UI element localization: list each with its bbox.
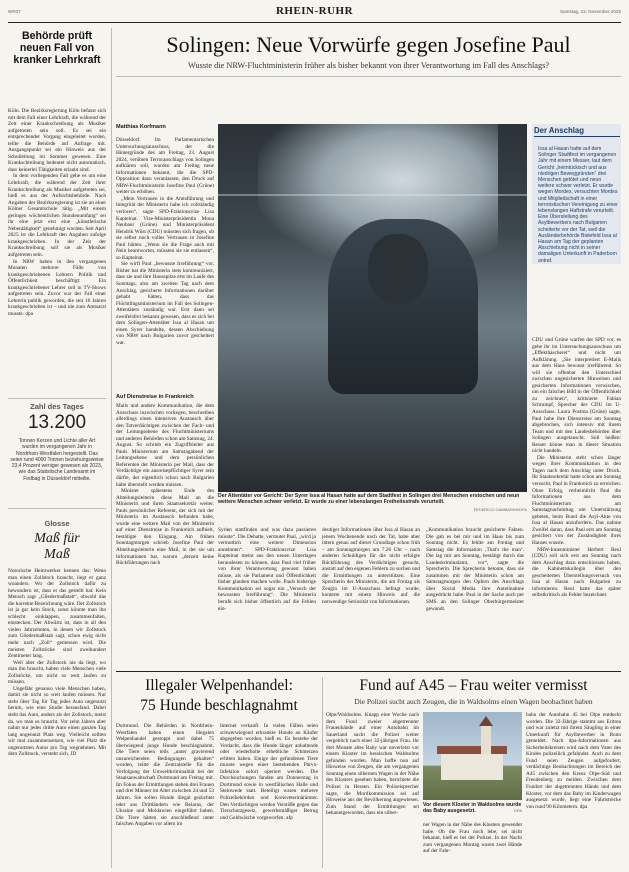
monastery-credit: DPA [514, 808, 522, 813]
main-col4: „Kommunikation braucht gesicherte Fakten. Die gab es bei mir und im Haus bis zum Sonntag nicht. Es fehlte am Freitag und Samstag die Information ‚That's the man‘. Die lag mir am Sonntag, bestätigt durch das Landeskriminalamt, vor“, sagte die Sprecherin. Die Sprecherin betonte, dass sie zusammen mit der Ministerin schon am Samstagmorgen den Opfern des Anschlags über Social Media ihre Anteilnahme ausgedrückt habe. Paul in der Sache auch per SMS an den Solinger Oberbürgermeister gewandt. [426, 527, 524, 612]
main-col1b-p1: Mails und andere Kommunikation, die dem Ausschuss inzwischen vorliegen, beschreiben allerdings einen intensiven Austausch über den Tatverdächtigen zwischen der Fach- und der Leitungsebene des Fluchtministeriums und anderen Behörden schon am Samstag, 24. August. So schrieb ein Zugriffsleiter aus Pauls Ministerium am Samstagabend der Leitungsebene und dem persönlichen Referenten der Ministerin per Mail, dass der Verdächtige ein ausreisepflichtiger Syrer sein dürfte, der eigentlich schon nach Bulgarien hätte überstellt werden müssen. [116, 403, 214, 488]
main-col1-p3: Sie wirft Paul „bewusste Irreführung“ vor. Bisher hat die Ministerin stets kommuniziert, dass sie und ihre Hausspitze erst im Laufe des Sonntags, also am zweiten Tag nach dem Anschlag, gesicherte Informationen darüber gehabt hätten, dass das Flüchtlingsministerium im Fall des Solingen-Attentäters zuständig war. Erst dann sei zweifelsfrei bekannt gewesen, dass es sich bei dem Solingen-Attentäter Issa al Hasan um einen Syrer handelte, dessen Abschiebung von NRW nach Bulgarien zuvor gescheitert war. [116, 261, 214, 346]
main-col1b [116, 403, 214, 666]
divider [534, 136, 620, 137]
author: Matthias Korfmann [116, 124, 166, 130]
section-rule [116, 671, 621, 672]
glosse-body [8, 568, 106, 866]
photo-courtroom [218, 124, 527, 492]
zahl-label: Zahl des Tages [30, 402, 84, 411]
main-col1b-p2: Minister spätestens Ende des Abteilungsleiterin diese Mail an die Ministerin und ihren Staatssekretär weiter. Pauls persönlicher Referent, der sich mit der Ministerin im Austausch befunden habe, wurde eine weitere Mail von der Ministerin auf einer Dienstreise in Frankreich aufhielt, bestätigte den Eingang. Am frühen Sonntagmorgen schrieb Josefine Paul der Abteilungsleiterin eine Mail, in der sie um Informationen bat, warum „derzeit keine Rückführungen nach [116, 488, 214, 567]
left-story-body [8, 108, 106, 390]
welpen-headline-2: 75 Hunde beschlagnahmt [140, 697, 298, 714]
column-rule [322, 677, 323, 868]
glosse-p3: Ungefähr genauso viele Menschen haben, damit sie nicht so weit laufen müssen. Nur steht über Tag für Tag jedes Auto ungenutzt herum, wie eine Studie herausfand. Dabei steht das Auto, anders als der Zollstock, meist da, wo man es braucht. Vor zehn Jahren aber nahm nur jedes dritte Auto einen ganzen Tag lang ungenutzt Platz weg. Vielleicht sollten wir mal zusammensetzen, wie viel Platz die ungenutzten Autos pro Tag wegnehmen. Mit dem Zollstock, versteht sich. JD [8, 685, 106, 758]
glosse-p1: Notorische Heimwerker kennen das: Wenn man einen Zollstock braucht, liegt er ganz woanders. Wo der Zollstock dafür zu bewundern ist, dass er das gestellt hat: Kein Mensch sagt „Gliedermaßstab“, obwohl das die korrekte Bezeichnung wäre. Der Zollstock ist ja gar kein Stock, sonst könnte man ihn schlecht einklappen, zusammenfalten, einstecken. Der Abwärtz ist, dass in all den vielen Jahrzehnten, in denen wir Zollstock zum Gliedermaßstab sagt, schon ewig nicht mehr nach „Zoll“ gemessen wird. Die meisten Zollstöcke sind zweihundert Zentimeter lang. [8, 568, 106, 660]
main-col1 [116, 137, 214, 391]
main-col5-p2: Die Ministerin steht schon länger wegen ihrer Kommunikation in den Tagen nach dem Anschlag unter Druck. Ihr Staatssekretär hatte schon am Sonntag versucht, Paul in Frankreich zu erreichen. Ohne Erfolg, verheimlicht Paul die Informationen aus dem Fluchtministerium am Samstagnachmittag um Unterstützung gebeten, beim Bund die Asyl-Akte von Issa al Hasan anzufordern. Das nahme Zweifel daran, dass Paul erst am Sonntag gesichert von der Zuständigkeit ihres Hauses wusste. [532, 454, 621, 546]
anschlag-text: Issa al Hasan hatte auf dem Solinger Stadtfest im vergangenen Jahr mit einem Messer, laut dem Gericht „heimtückisch und aus niedrigen Beweggründen“ drei Menschen getötet und neun weitere schwer verletzt. Er wurde wegen Mordes, versuchten Mordes und Mitgliedschaft in einer terroristischen Vereinigung zu einer lebenslangen Haftstrafe verurteilt. Eine Überstellung des Asylbewerbers nach Bulgarien scheiterte vor der Tat, weil die Ausländerbehörde Bielefeld Issa al Hasan am Tag der geplanten Abschiebung nicht in seiner damaligen Unterkunft in Paderborn antraf. [538, 146, 618, 264]
section-title: RHEIN-RUHR [275, 5, 354, 17]
glosse-title: Maß für Maß [34, 531, 80, 562]
a45-subhead: Die Polizei sucht auch Zeugen, die in Waldsolms einen Wagen beobachtet haben [354, 697, 593, 706]
main-subhead: Wusste die NRW-Fluchtministerin früher als bisher bekannt von ihrer Verantwortung im Fall des Anschlags? [187, 61, 550, 70]
left-story-headline: Behörde prüft neuen Fall von kranker Lehrkraft [13, 30, 101, 66]
photo-monastery [423, 712, 522, 800]
left-story-p1: Köln. Die Bezirksregierung Köln befasst sich mit dem Fall einer Lehrkraft, die während der Zeit einer Krankschreibung als Musiker aufgetreten sein soll. Es sei ein entsprechender Vorgang eingeleitet worden, teilte die Behörde auf Anfrage mit. Ausgangspunkt sei ein Hinweis aus der Schulleitung im Sommer gewesen. Eine Krankschreibung bedeutet nicht automatisch, dass keinerlei Tätigkeiten erlaubt sind. [8, 108, 106, 173]
photo-credit: FEDERICO GAMBARINI/DPA [473, 507, 527, 512]
left-story-p2: In dem vorliegenden Fall gehe es um eine Lehrkraft, die während der Zeit ihrer Krankschreibung als Musiker aufgetreten sei, hieß es aus der Aufsichtsbehörde. Nach Angaben der Bezirksregierung ist sie an einer Kölner Gesamtschule tätig. „Mit einem geringen wöchentlichen Stundenumfang“ sei ihr eine jetzt erst eine „künstlerische Nebentätigkeit“ genehmigt worden. Seit April 2025 ist die Lehrkraft den Angaben zufolge krankgeschrieben. In der Zeit der Krankschreibung soll sie als Musiker aufgetreten sein. [8, 173, 106, 259]
a45-col1: Olpe/Waldsolms. Knapp eine Woche nach dem Fund zweier abgetrennter Frauenhände auf einer Autobahn im Sauerland sucht die Polizei weiter vergeblich nach einer 32-jährigen Frau. Ihr drei Monate altes Baby war unverletzt vor einem Kloster im hessischen Waldsolms gefunden worden. Man hoffe nun auf Hinweise von Zeugen, die am vergangenen Sonntag einen silbernen Wagen in der Nähe des Klosters gesehen haben, berichtete die Polizei in Hessen. Ein Polizeisprecher sagte, die Mordkommission sei auf Hinweise aus der Bevölkerung angewiesen. Zum Stand der Ermittlungen sei bekanntgeworden, dass ein silber- [326, 712, 419, 817]
divider [116, 76, 621, 77]
a45-headline: Fund auf A45 – Frau weiter vermisst [359, 677, 588, 694]
main-col5-p1: CDU und Grüne warfen der SPD vor, es gehe ihr im Untersuchungsausschuss um „Effekthascherei“ und nicht um Aufklärung. „Sie interpretiert E-Mails aus dem Haus bewusst irreführend. So will sie offenbar den Unterschied zwischen ungesicherten Hinweisen und gesicherten Informationen verwischen, um ein falsches Bild in der Öffentlichkeit zu zeichnen“, kritisierte Fabian Schrumpf, Sprecher der CDU im U-Ausschuss. Laura Postma (Grüne) sagte, Paul habe ihre Dienstreise am Sonntag abgebrochen, sich intensiv mit ihrem Team und mit den Landesbehörden über Solingen ausgetauscht. Soll heißen: Besser könne man in dieser Situation nicht handeln. [532, 337, 621, 455]
anschlag-label: Der Anschlag [534, 126, 584, 135]
header-rule [8, 22, 621, 23]
glosse-label: Glosse [44, 519, 70, 528]
issue-date: Samstag, 22. November 2025 [559, 9, 621, 14]
zahl-text: Tonnen Kerzen und Lichte aller Art wurden im vergangenen Jahr in Nordrhein-Westfalen hergestellt. Das seien rund 4000 Tonnen beziehungsweise 23,4 Prozent weniger gewesen als 2023, wie das Statistische Landesamt im Fedbag in Düsseldorf mitteilte. [10, 438, 104, 482]
zahl-value: 13.200 [27, 412, 87, 433]
welpen-headline-1: Illegaler Welpenhandel: [145, 677, 293, 694]
glosse-p2: Weil aber der Zollstock nie da liegt, wo man ihn braucht, haben viele Menschen viele Zollstöcke, um nicht so weit laufen zu müssen. [8, 659, 106, 686]
photo-caption: Der Attentäter vor Gericht: Der Syrer Issa al Hasan hatte auf dem Stadtfest in Solingen drei Menschen erstochen und neun weitere Menschen schwer verletzt. Er wurde zu einer lebenslangen Freiheitsstrafe verurteilt. [218, 493, 520, 506]
main-col5-p3: NRW-Innenminister Herbert Reul (CDU) soll sich erst am Sonntag nach dem Anschlag dazu entschlossen haben, die Kabinettskollegin über den gescheiterten Überstellungsversuch von Issa al Hasan nach Bulgarien zu informieren. Reul hatte das später selbstkritisch als Fehler bezeichnet. [532, 546, 621, 599]
main-col1-p2: „Mein Vertrauen in die Amtsführung und Integrität der Ministerin habe ich vollständig verloren“, sagte SPD-Fraktionsvize Lisa Kapteinat. Vize-Ministerpräsidentin Mona Neubaur (Grüne) und Ministerpräsident Hendrik Wüst (CDU) müssten sich fragen, ob sie selbst noch volles Vertrauen in Josefine Paul hätten. „Wenn sie die Frage auch mit Nein beantworten, müssten sie sie entlassen“, so Kapteinat. [116, 195, 214, 261]
column-rule [111, 28, 112, 868]
main-col5 [532, 337, 621, 667]
main-headline: Solingen: Neue Vorwürfe gegen Josefine Paul [166, 32, 571, 57]
main-col1-p1: Düsseldorf. Im Parlamentarischen Untersuchungsausschuss, der die Hintergründe des am Freitag, 23. August 2024, verübten Terroranschlags von Solingen aufklären soll, wurden am Freitag neue Informationen bekannt, die die SPD-Opposition dazu veranlassen, den Druck auf NRW-Fluchtministerin Josefine Paul (Grüne) weiter zu erhöhen. [116, 137, 214, 196]
a45-col3: bahn der Autobahn 45 bei Olpe entdeckt worden. Die 32-Jährige stammt aus Eritrea und war zuletzt mit ihrem Säugling in einer Unterkunft für Asylbewerber in Bonn gemeldet. Nach dpa-Informationen aus Sicherheitskreisen wird nach dem Vater des Kindes polizeilich gefahndet. Auch zu dem Fund seien Zeugen aufgefordert, verdächtige Beobachtungen im Bereich der A45 zwischen den Kreuz Olpe-Süd und Freudenberg zu melden. Zwischen dem Fundort der abgetrennten Hände und dem Kloster, vor dem das Baby im Kinderwagen ausgesetzt wurde, liegt eine Fahrtstrecke von rund 90 Kilometern. dpa [526, 712, 621, 810]
welpen-col2: Internet verkauft. In vielen Fällen seien schwerwiegend erkrankte Hunde an Käufer abgegeben worden, hieß es. Es bestehe der Verdacht, dass die Hunde länger anhaltende oder wiederholte erhebliche Schmerzen erlitten haben. Einige der gefundenen Tiere musste wegen einer bestehenden Parvo-Infektion sofort operiert werden. Die Durchsuchungen fanden am Donnerstag in Dortmund sowie in westfälischen Halle und Steinwede statt. Beteiligt waren mehrere Polizeibehörden und Kreisveterinärämter. Den Verdächtigen werden Verstöße gegen das Tierschutzgesetz, gewerbsmäßiger Betrug und Geldwäsche vorgeworfen. afp [220, 723, 318, 821]
divider [8, 508, 106, 509]
main-col3: deutiger Informationen über Issa al Hasan an jenem Wochenende nach der Tat, habe aber intern genau auf dieser Grundlage schon früh – am Sonntagmorgen um 7.26 Uhr – nach anderen Schuldigen für die nicht erfolgte Rückführung des Verdächtigen gesucht, anstatt auf den eigenen Fehlern zu suchen und die Ermittlungen zu unterstützen. Eine Sprecherin der Ministerin, die am Freitag als Zeugin im U-Ausschuss befragt wurde, konterte mit einem Hinweis auf die notwendige Seriosität von Informationen. [322, 527, 420, 606]
welpen-col1: Dortmund. Die Behörden in Nordrhein-Westfalen haben einen illegalen Welpenhandel gestoppt und dabei 75 überwiegend junge Hunde beschlagnahmt. Die Tiere seien teils „unter gravierend unzureichenden Bedingungen gehalten“ worden, teilte die Zentralstelle für die Verfolgung der Umweltkriminalität bei der Staatsanwaltschaft Dortmund am Freitag mit. Im Fokus der Ermittlungen stehen drei Frauen und drei Männer im Alter zwischen 24 und 53 Jahren. Sie sollen Hunde illegal gezüchtet oder aus Drittländern wie Belarus, der Ukraine und Moldawien eingeführt haben. Die Tiere hätten sie anschließend unter falschen Angaben vor allem im [116, 723, 214, 828]
main-col2: Syrien stattfinden und was dazu passieren müsste“. Die Debatte, vermutet Paul, „wird ja vermutlich eine weitere Dimension annehmen“. SPD-Fraktionsvize Lisa Kapteinat meint aus den neuen Unterlagen herauslesen zu können, dass Paul viel früher von ihrer Verantwortung gewusst haben müsse, als sie Parlament und Öffentlichkeit bisher glauben machen wolle. Pauls bisherige Kommunikation sei sogar ein „Versuch der bewussten Irreführung“. Die Ministerin berufe sich bisher öffentlich auf die Fehlen ein- [218, 527, 316, 612]
brand-code: WR07 [8, 9, 21, 14]
monastery-caption: Vor diesem Kloster in Waldsolms wurde das Baby ausgesetzt. [423, 802, 522, 815]
divider [8, 398, 106, 399]
main-subheading: Auf Dienstreise in Frankreich [116, 394, 194, 400]
left-story-p3: In NRW haben in den vergangenen Monaten mehrere Fälle von krankgeschriebenen Lehrern Politik und Öffentlichkeit beschäftigt: Ein krankgeschriebener Lehrer soll in TV-Shows aufgetreten sein. Zuvor war der Fall einer Lehrerin publik geworden, die seit 16 Jahren krankgeschrieben ist – und nie zum Amtsarzt musste. dpa [8, 258, 106, 317]
a45-col2: ner Wagen in der Nähe des Klosters gewendet habe. Ob die Frau noch lebe, sei nicht bekannt, hieß es bei der Polizei. In der Nacht zum vergangenen Montag waren zwei Hände auf der Fahr- [423, 822, 522, 855]
